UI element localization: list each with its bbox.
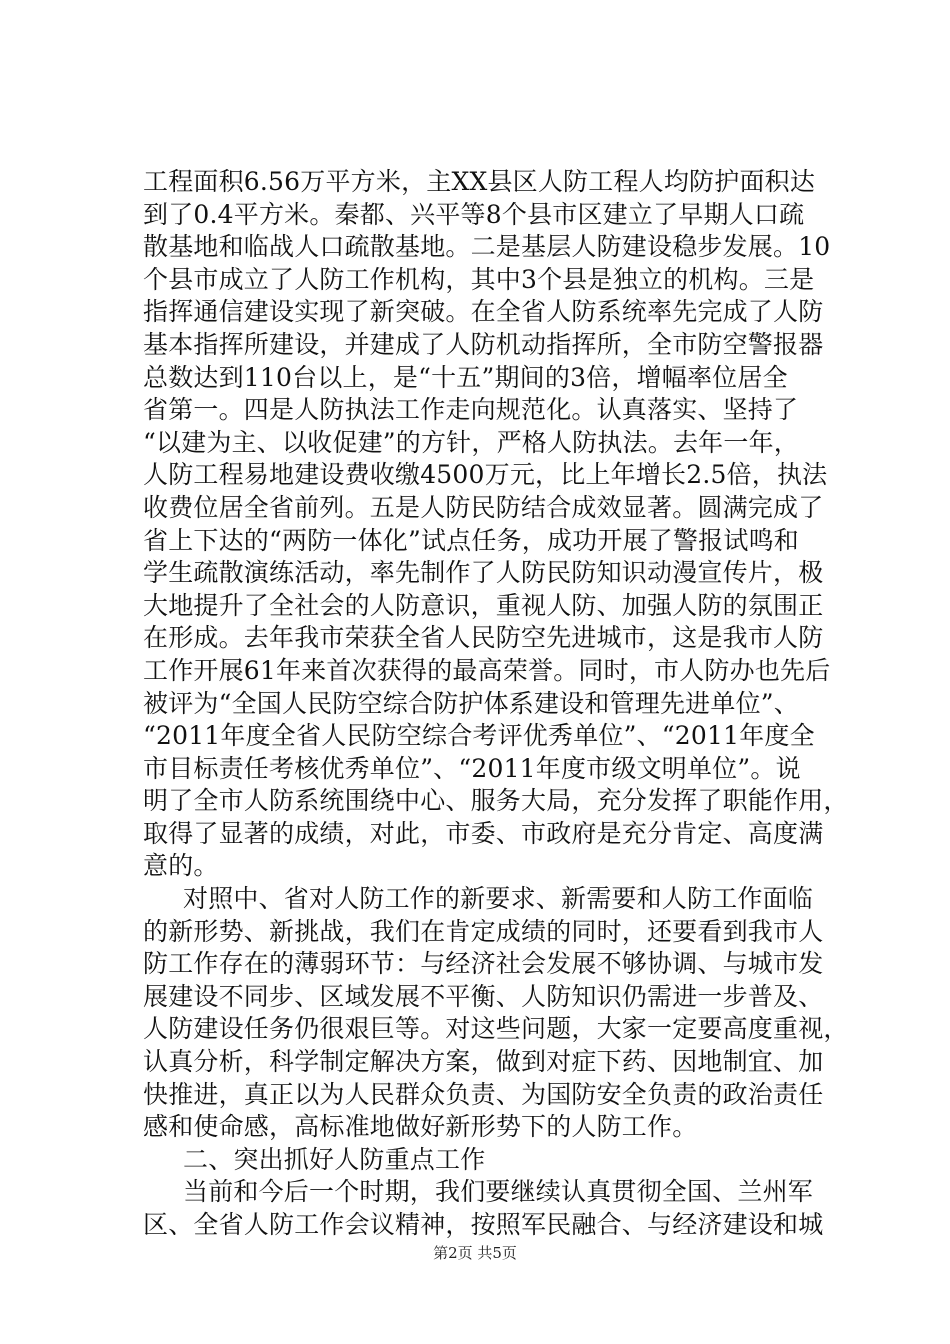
text-line: 认真分析，科学制定解决方案，做到对症下药、因地制宜、加 [143,1047,824,1077]
text-line: 个县市成立了人防工作机构，其中3个县是独立的机构。三是 [143,264,815,294]
text-line: 防工作存在的薄弱环节：与经济社会发展不够协调、与城市发 [143,949,824,979]
text-line: 基本指挥所建设，并建成了人防机动指挥所，全市防空警报器 [143,329,824,359]
text-line: 意的。 [143,851,219,881]
text-line: 收费位居全省前列。五是人防民防结合成效显著。圆满完成了 [143,492,824,522]
text-line: 省上下达的“两防一体化”试点任务，成功开展了警报试鸣和 [143,525,799,555]
document-body [143,166,849,1242]
text-line: 学生疏散演练活动，率先制作了人防民防知识动漫宣传片，极 [143,558,824,588]
text-line: 感和使命感，高标准地做好新形势下的人防工作。 [143,1112,698,1142]
page-footer: 第2页 共5页 [433,1244,517,1262]
text-line: 明了全市人防系统围绕中心、服务大局，充分发挥了职能作用， [143,786,849,816]
text-line: 对照中、省对人防工作的新要求、新需要和人防工作面临 [183,884,814,914]
text-line: 工程面积6.56万平方米，主XX县区人防工程人均防护面积达 [143,167,816,196]
text-line: 总数达到110台以上，是“十五”期间的3倍，增幅率位居全 [143,362,788,392]
text-line: 区、全省人防工作会议精神，按照军民融合、与经济建设和城 [143,1210,824,1239]
text-line: 大地提升了全社会的人防意识，重视人防、加强人防的氛围正 [143,590,824,620]
text-line: “以建为主、以收促建”的方针，严格人防执法。去年一年， [143,427,799,457]
text-line: 被评为“全国人民防空综合防护体系建设和管理先进单位”、 [143,688,799,718]
text-line: “2011年度全省人民防空综合考评优秀单位”、“2011年度全 [143,721,815,751]
text-line: 展建设不同步、区域发展不平衡、人防知识仍需进一步普及、 [143,981,824,1011]
text-line: 指挥通信建设实现了新突破。在全省人防系统率先完成了人防 [143,297,824,327]
text-line: 取得了显著的成绩，对此，市委、市政府是充分肯定、高度满 [143,818,824,848]
text-line: 快推进，真正以为人民群众负责、为国防安全负责的政治责任 [143,1079,824,1109]
text-line: 散基地和临战人口疏散基地。二是基层人防建设稳步发展。10 [143,232,831,262]
text-line: 二、突出抓好人防重点工作 [183,1144,486,1174]
text-line: 人防建设任务仍很艰巨等。对这些问题，大家一定要高度重视， [143,1014,849,1044]
text-line: 市目标责任考核优秀单位”、“2011年度市级文明单位”。说 [143,753,801,783]
text-line: 到了0.4平方米。秦都、兴平等8个县市区建立了早期人口疏 [143,199,805,229]
text-line: 的新形势、新挑战，我们在肯定成绩的同时，还要看到我市人 [143,916,824,946]
text-line: 当前和今后一个时期，我们要继续认真贯彻全国、兰州军 [183,1177,814,1207]
text-line: 省第一。四是人防执法工作走向规范化。认真落实、坚持了 [143,395,799,425]
text-line: 在形成。去年我市荣获全省人民防空先进城市，这是我市人防 [143,623,824,653]
text-line: 工作开展61年来首次获得的最高荣誉。同时，市人防办也先后 [143,655,831,685]
text-line: 人防工程易地建设费收缴4500万元，比上年增长2.5倍，执法 [143,460,828,490]
